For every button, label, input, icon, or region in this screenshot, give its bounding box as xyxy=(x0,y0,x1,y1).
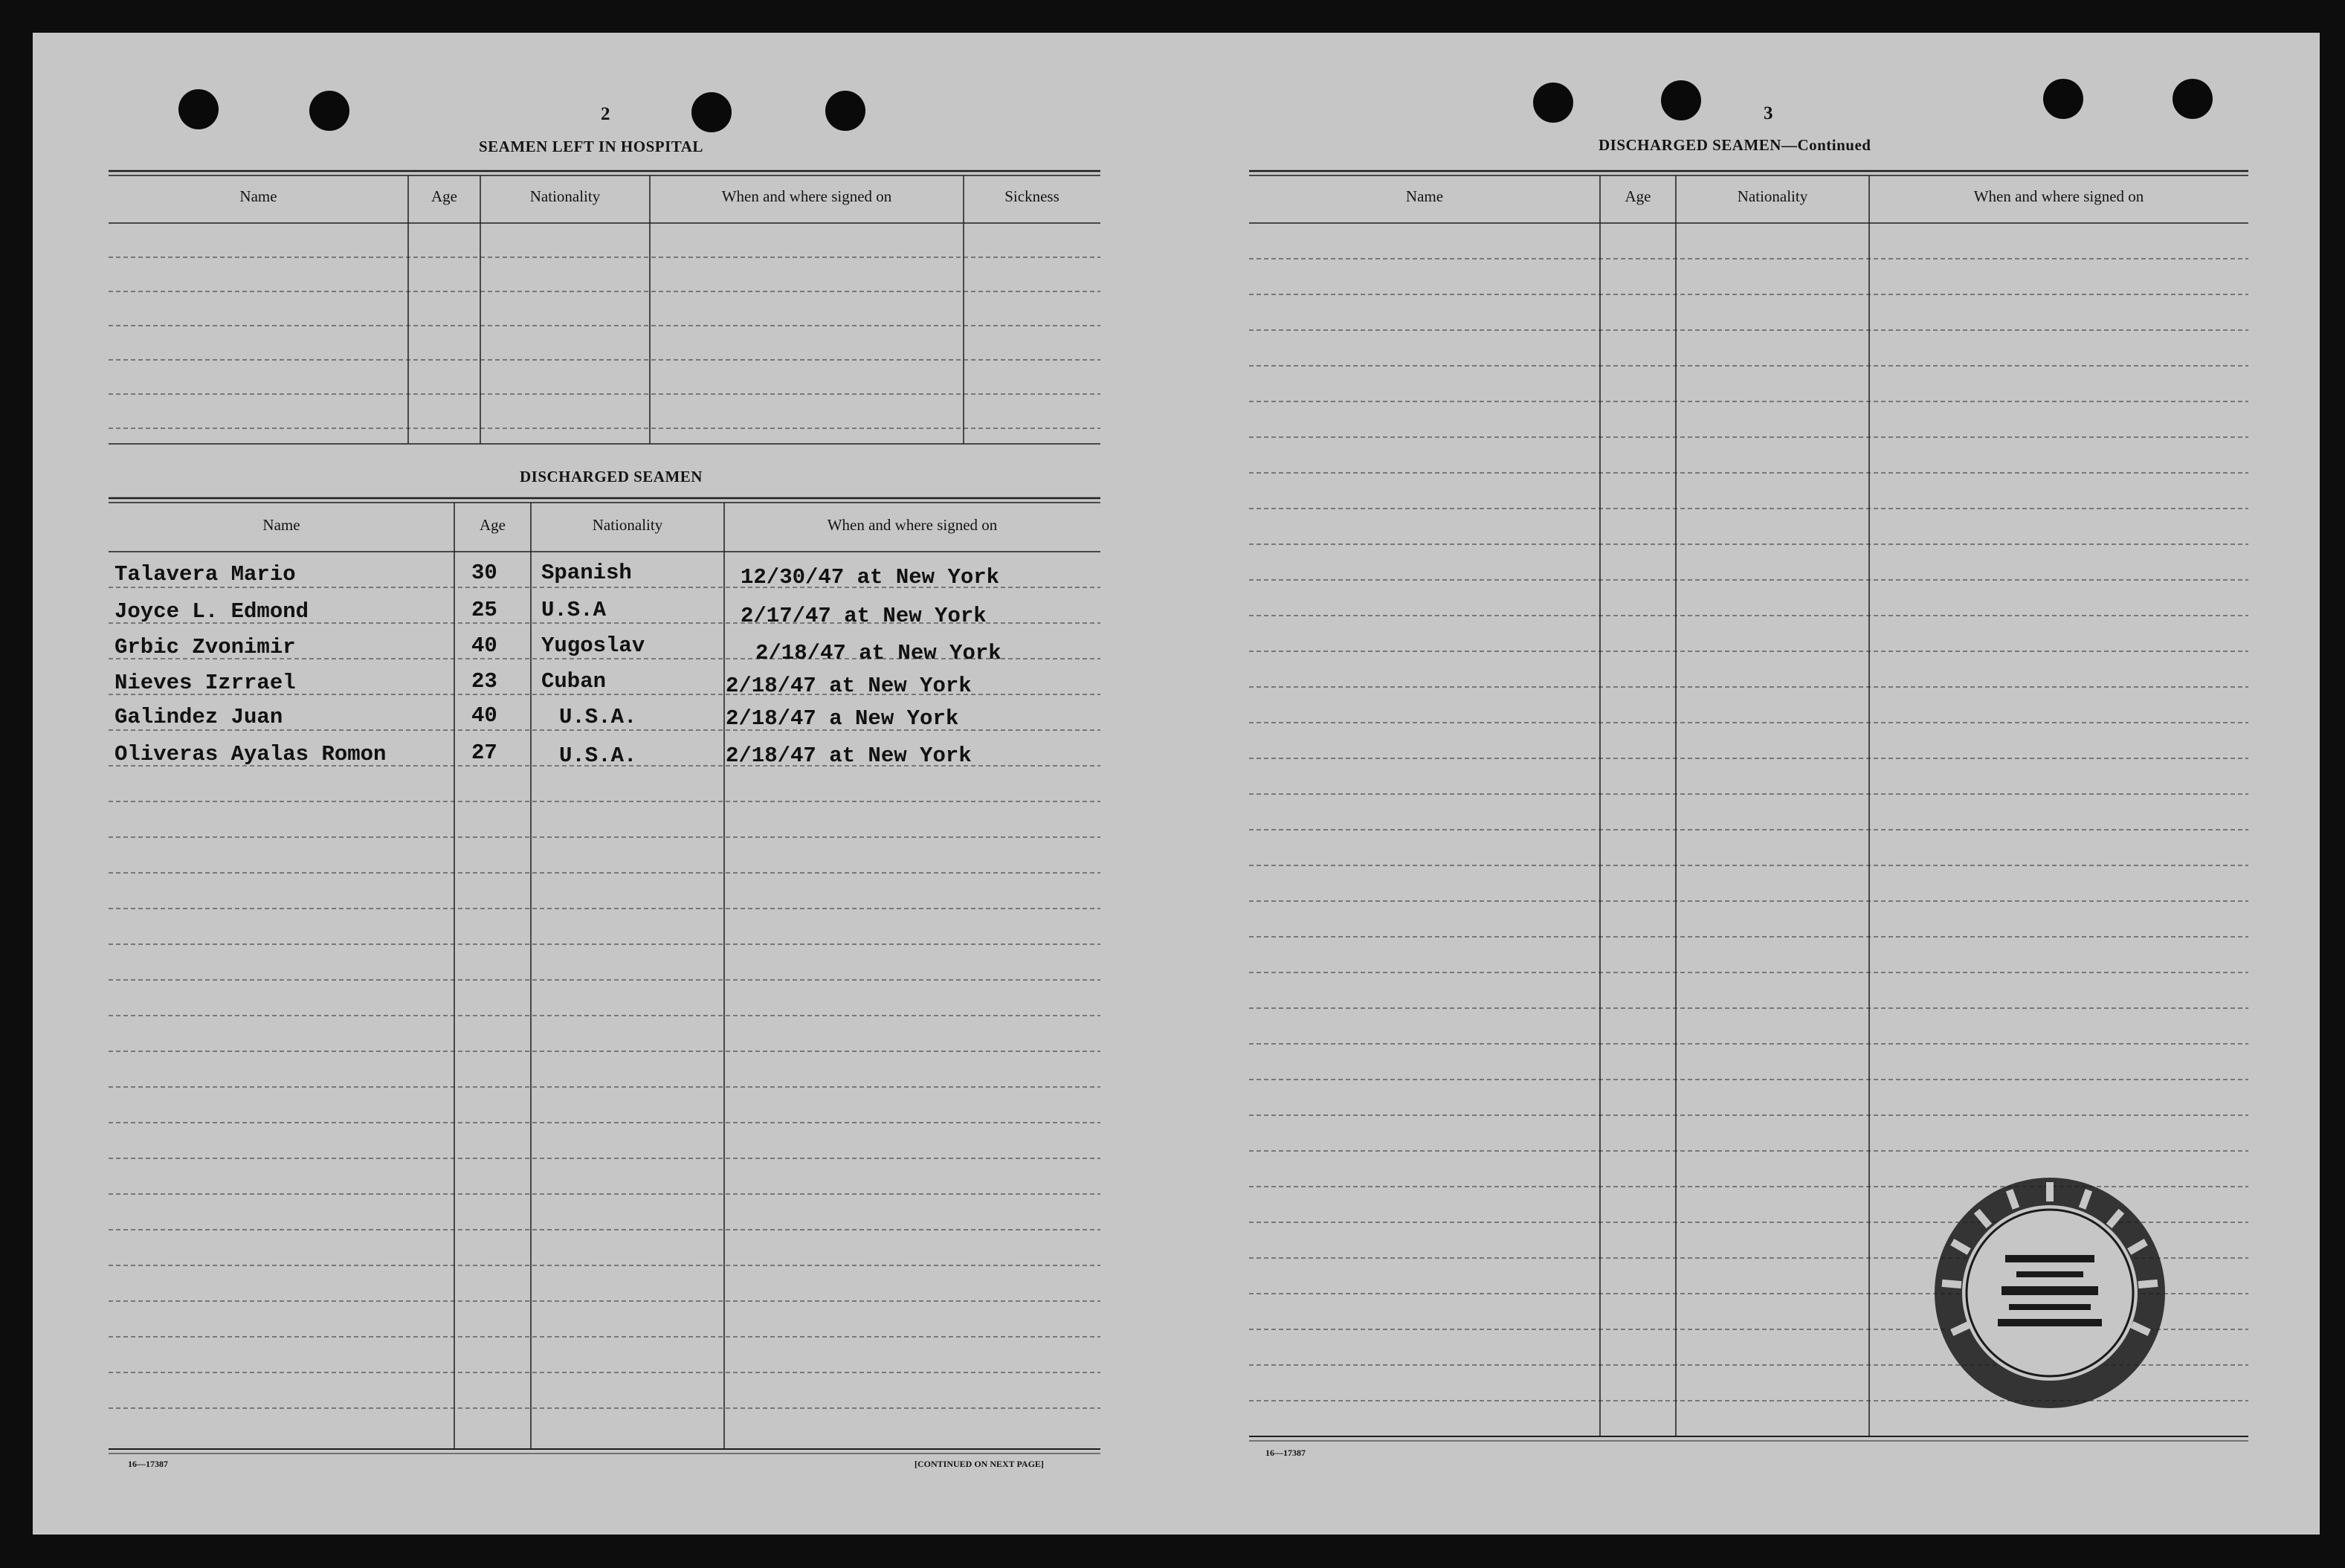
seaman-name: Grbic Zvonimir xyxy=(114,635,296,659)
discharged-col-age: Age xyxy=(480,516,506,534)
discharged-table-rules xyxy=(33,33,1178,1535)
seaman-name: Oliveras Ayalas Romon xyxy=(114,742,387,767)
continued-col-name: Name xyxy=(1405,187,1444,205)
immigration-received-stamp xyxy=(1927,1170,2173,1416)
seaman-name: Nieves Izrrael xyxy=(114,671,296,695)
continued-col-age: Age xyxy=(1625,187,1651,205)
right-page xyxy=(1175,33,2320,1535)
form-number: 16—17387 xyxy=(1265,1448,1306,1458)
seaman-age: 40 xyxy=(471,703,497,728)
seaman-age: 23 xyxy=(471,669,497,694)
hospital-col-nationality: Nationality xyxy=(529,187,601,205)
hospital-section-title: SEAMEN LEFT IN HOSPITAL xyxy=(479,138,703,155)
continued-section-title: DISCHARGED SEAMEN—Continued xyxy=(1599,136,1871,154)
hospital-col-age: Age xyxy=(431,187,457,205)
form-number: 16—17387 xyxy=(128,1459,168,1469)
discharged-col-nationality: Nationality xyxy=(592,516,663,534)
seaman-age: 40 xyxy=(471,633,497,658)
seaman-nationality: U.S.A. xyxy=(559,705,637,729)
seaman-nationality: U.S.A xyxy=(541,598,607,622)
seaman-name: Talavera Mario xyxy=(114,562,296,587)
continued-col-signed-on: When and where signed on xyxy=(1973,187,2144,205)
seaman-name: Galindez Juan xyxy=(114,705,283,729)
page-number: 3 xyxy=(1764,103,1773,123)
left-page xyxy=(33,33,1178,1535)
seaman-name: Joyce L. Edmond xyxy=(114,599,309,624)
seaman-signed-on: 12/30/47 at New York xyxy=(741,565,1000,590)
discharged-col-signed-on: When and where signed on xyxy=(827,516,998,534)
seaman-signed-on: 2/18/47 a New York xyxy=(726,706,959,731)
seaman-nationality: U.S.A. xyxy=(559,743,637,768)
hospital-col-sickness: Sickness xyxy=(1004,187,1059,205)
seaman-signed-on: 2/18/47 at New York xyxy=(755,641,1001,665)
page-number: 2 xyxy=(601,104,610,124)
continued-col-nationality: Nationality xyxy=(1737,187,1808,205)
seaman-nationality: Spanish xyxy=(541,561,632,585)
seaman-age: 30 xyxy=(471,561,497,585)
discharged-section-title: DISCHARGED SEAMEN xyxy=(520,468,703,485)
seaman-signed-on: 2/18/47 at New York xyxy=(726,743,972,768)
seaman-signed-on: 2/18/47 at New York xyxy=(726,674,972,698)
seaman-signed-on: 2/17/47 at New York xyxy=(741,604,987,628)
seaman-nationality: Yugoslav xyxy=(541,633,645,658)
seaman-nationality: Cuban xyxy=(541,669,607,694)
hospital-col-name: Name xyxy=(239,187,277,205)
discharged-col-name: Name xyxy=(262,516,300,534)
seaman-age: 25 xyxy=(471,598,497,622)
hospital-col-signed-on: When and where signed on xyxy=(721,187,892,205)
continued-note: [CONTINUED ON NEXT PAGE] xyxy=(915,1459,1044,1469)
seaman-age: 27 xyxy=(471,741,497,765)
